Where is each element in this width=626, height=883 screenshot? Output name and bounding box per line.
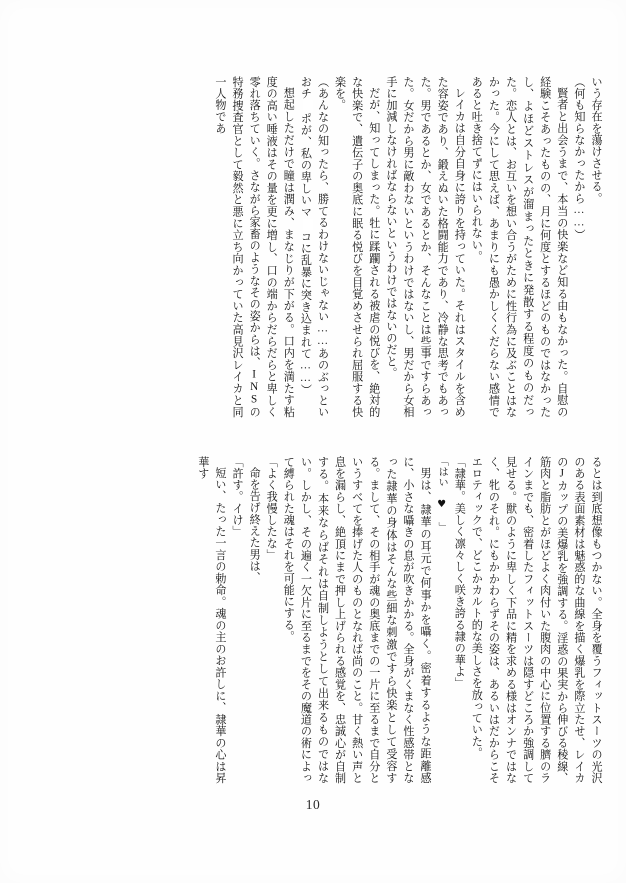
paragraph: 想起しただけで瞳は潤み、まなじりが下がる。口内を満たす粘度の高い唾液はその量を更に増し、口の端からだらだらと卑しく零れ落ちていく。さながら家畜のようなその姿からは、INSの特務捜査官として毅然と悪に立ち向かっていた高見沢レイカと同一人物であ <box>213 76 295 418</box>
censored-text-part-1: （あんなの知ったら、勝てるわけないじゃない……あのぶっといおチ <box>299 76 329 418</box>
paragraph: 短い、たった一言の勅命。魂の主のお許しに、隷華の心は昇華す <box>196 456 226 784</box>
paragraph: るとは到底想像もつかない。全身を覆うフィットスーツの光沢のある表面素材は魅惑的な曲線を描く爆乳を際立たせ、レイカのJカップの美爆乳を強調する。淫惑の果実から伸びる稜線、筋肉と脂肪とがほどよく肉付いた腹肉の中心に位置する臍のラインまでも、密着したフィットスーツは隠すどころか強調して見せる。獣のように卑しく下品に精を求める様はオンナではなく、牝のそれ。にもかかわらずその姿は、あるいはだからこそエロティックで、どこかカルト的な美しさを放っていた。 <box>470 456 602 784</box>
paragraph: 命を告げ終えた男は、 <box>248 467 261 584</box>
paragraph: 賢者と出会うまで、本当の快楽など知る由もなかった。自慰の経験こそあったものの、月に何度とするほどのものではなかったし、よほどストレスが溜まったときに発散する程度のものだった。恋人とは、お互いを想い合うがために性行為に及ぶことはなかった。今にして思えば、あまりにも愚かしくくだらない感情であると吐き捨てずにはいられない。 <box>470 76 568 418</box>
censor-box-icon <box>303 219 314 231</box>
censor-box-icon <box>303 100 314 112</box>
dialogue-line: 「許す。イけ」 <box>231 456 244 538</box>
page-number: 10 <box>305 797 321 812</box>
censored-text-part-3: コに乱暴に突き込まれて……） <box>299 231 312 397</box>
paragraph: レイカは自分自身に誇りを持っていた。それはスタイルを含めた容姿であり、鍛えぬいた格闘能力であり、冷静な思考でもあった。男であるとか、女であるとか、そんなことは些事ですらあった。女だから男に敵わないというわけではないし、男だから女相手に加減しなければならないというわけではないのだと。 <box>384 76 466 418</box>
dialogue-line: 「隷華。美しく凛々しく咲き誇る隷の華よ」 <box>453 456 466 689</box>
paragraph: 男は、隷華の耳元で何事かを囁く。密着するような距離感に、小さな囁きの息が吹きかかる。全身がくまなく性感帯となった隷華の身体はそんな些細な刺激ですら快楽として受容する。まして、その相手が魂の奥底までの一片に至るまで自分というすべてを捧げた人のものとなれば尚のこと。甘く熱い声と息を漏らし、絶頂にまで押し上げられる感覚を、忠誠心が自制する。本来ならばそれは自制しようとして出来るものではない。しかし、その遍く一欠片に至るまでをその魔道の術によって縛られた魂はそれを可能にする。 <box>282 456 432 784</box>
paragraph-censored <box>296 76 330 418</box>
paragraph: （何も知らなかったから……） <box>572 76 585 241</box>
paragraph: だが、知ってしまった。牡に蹂躙される被虐の悦びを、絶対的な快楽で、遺伝子の奥底に眠る悦びを目覚めさせられ屈服する快楽を。 <box>333 76 380 418</box>
text-block-bottom <box>56 456 604 784</box>
dialogue-line: 「よく我慢したな」 <box>265 456 278 561</box>
text-block-top <box>56 76 604 418</box>
paragraph: いう存在を蕩けさせる。 <box>590 76 602 205</box>
censored-text-part-2: ポが、私の卑しいマ <box>299 112 312 218</box>
dialogue-line-heart: 「はい ♥ 」 <box>436 456 448 533</box>
